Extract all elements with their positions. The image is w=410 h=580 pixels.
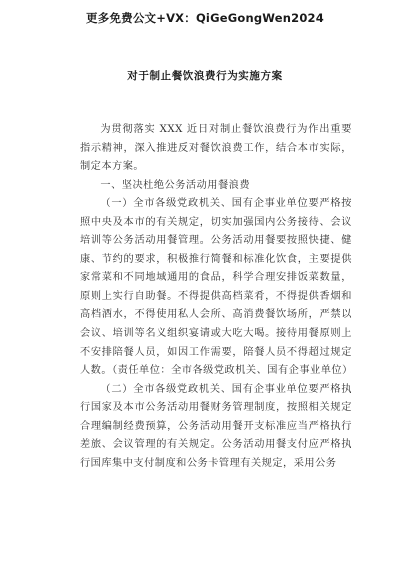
document-title: 对于制止餐饮浪费行为实施方案 (127, 70, 283, 82)
body-paragraph-2: （二）全市各级党政机关、国有企事业单位要严格执行国家及本市公务活动用餐财务管理制度，按照相关规定合理编制经费预算，公务活动用餐开支标准应当严格执行差旅、会议管理的有关规定。公务活动用餐支付应严格执行国库集中支付制度和公务卡管理有关规定，采用公务 (80, 383, 352, 469)
body-paragraph-1: （一）全市各级党政机关、国有企事业单位要严格按照中央及本市的有关规定，切实加强国内公务接待、会议培训等公务活动用餐管理。公务活动用餐要按照快捷、健康、节约的要求，积极推行简餐和标准化饮食，主要提供家常菜和不同地域通用的食品，科学合理安排饭菜数量，原则上实行自助餐。不得提供高档菜肴，不得提供香烟和高档酒水，不得使用私人会所、高消费餐饮场所，严禁以会议、培训等名义组织宴请或大吃大喝。接待用餐原则上不安排陪餐人员，如因工作需要，陪餐人员不得超过规定人数。（责任单位：全市各级党政机关、国有企事业单位） (80, 198, 353, 377)
document-body (80, 121, 352, 473)
promo-banner: 更多免费公文+VX：QiGeGongWen2024 (86, 11, 324, 25)
intro-paragraph: 为贯彻落实 XXX 近日对制止餐饮浪费行为作出重要指示精神，深入推进反对餐饮浪费工作，结合本市实际，制定本方案。 (80, 124, 352, 173)
section-heading: 一、坚决杜绝公务活动用餐浪费 (100, 179, 251, 191)
